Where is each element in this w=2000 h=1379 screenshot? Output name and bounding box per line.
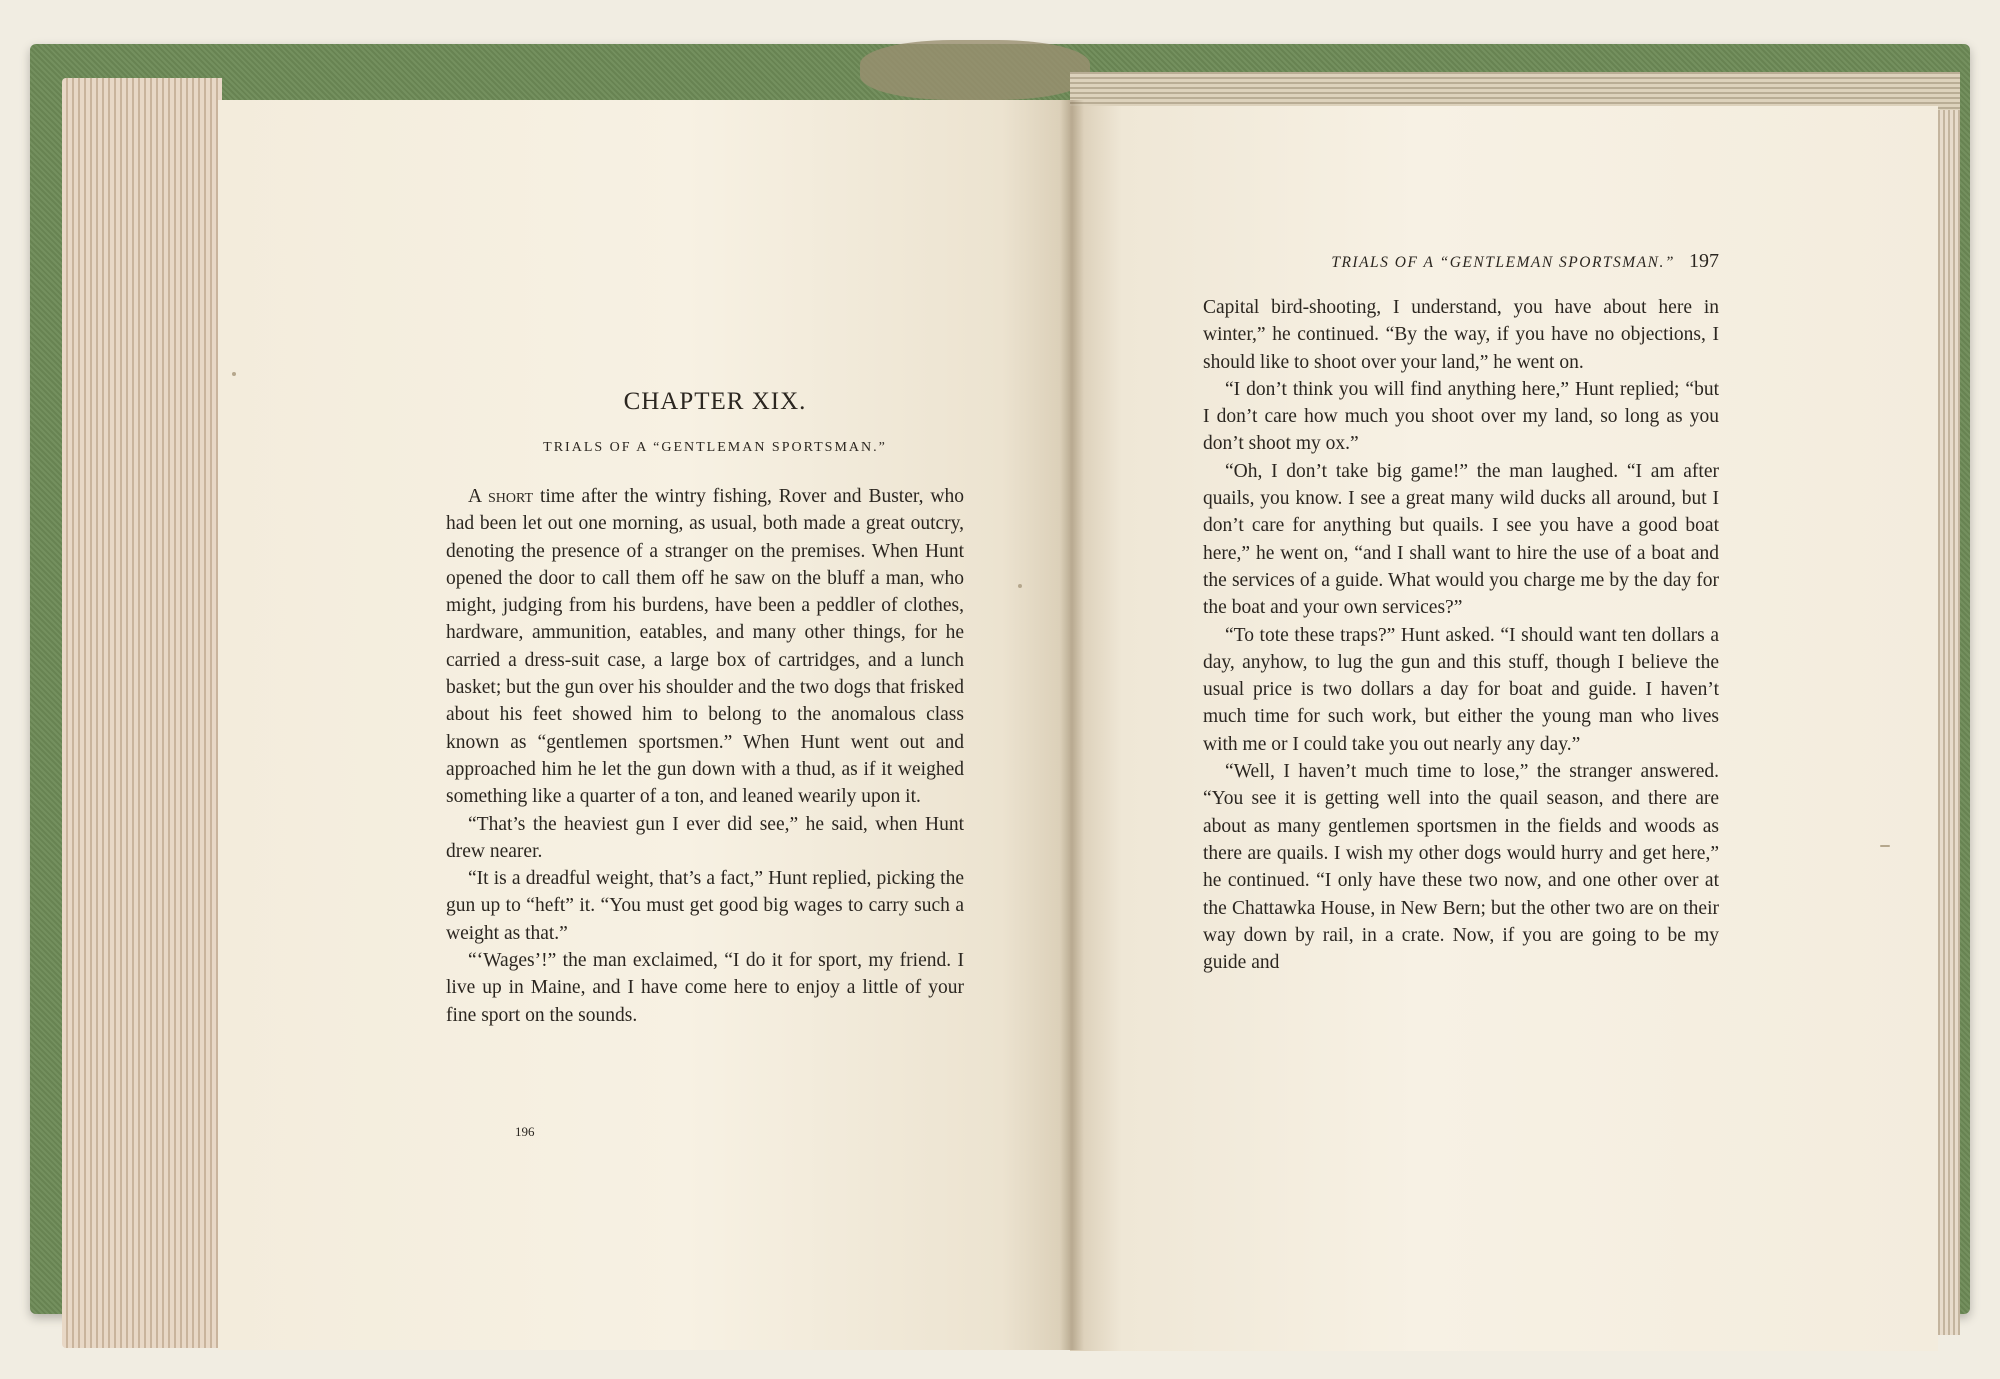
running-head [1203,250,1719,273]
paragraph: “Oh, I don’t take big game!” the man laughed. “I am after quails, you know. I see a great many wild ducks all around, but I don’t care for anything but quails. I see you have a good boat here,” he went on, “and I shall want to hire the use of a boat and the services of a guide. What would you charge me by the day for the boat and your own services?” [1203,460,1719,619]
torn-spine [860,40,1090,100]
paragraph: “Well, I haven’t much time to lose,” the stranger answered. “You see it is getting well into the quail season, and there are about as many gentlemen sportsmen in the fields and woods as there are quails. I wish my other dogs would hurry and get here,” he continued. “I only have these two now, and one other over at the Chattawka House, in New Bern; but the other two are on their way down by rail, in a crate. Now, if you are going to be my guide and [1203,761,1719,974]
paper-speck [1018,584,1022,588]
running-head-title: TRIALS OF A “GENTLEMAN SPORTSMAN.” [1331,254,1675,271]
opening-small-caps: A short [468,486,533,507]
paragraph: “I don’t think you will find anything here,” Hunt replied; “but I don’t care how much you shoot over my land, so long as you don’t shoot my ox.” [1203,378,1719,455]
right-page-body [1203,294,1719,976]
page-number: 196 [515,1124,535,1139]
paper-speck [232,372,236,376]
paragraph-text: time after the wintry fishing, Rover and Buster, who had been let out one morning, as usual, both made a great outcry, denoting the presence of a stranger on the premises. When Hunt opened the door to call them off he saw on the bluff a man, who might, judging from his burdens, have been a peddler of clothes, hardware, ammunition, eatables, and many other things, for he carried a dress-suit case, a large box of cartridges, and a lunch basket; but the gun over his shoulder and the two dogs that frisked about his feet showed him to belong to the anomalous class known as “gentlemen sportsmen.” When Hunt went out and approached him he let the gun down with a thud, as if it weighed something like a quarter of a ton, and leaned wearily upon it. [446,486,964,808]
page-number: 197 [1689,250,1719,272]
chapter-title: CHAPTER XIX. [623,388,807,415]
paragraph: “‘Wages’!” the man exclaimed, “I do it for sport, my friend. I live up in Maine, and I have come here to enjoy a little of your fine sport on the sounds. [446,950,964,1026]
paragraph [446,483,964,811]
paragraph: “It is a dreadful weight, that’s a fact,” Hunt replied, picking the gun up to “heft” it. “You must get good big wages to carry such a weight as that.” [446,868,964,944]
book-gutter [1060,100,1084,1350]
paper-speck [1880,845,1890,847]
paragraph: “To tote these traps?” Hunt asked. “I should want ten dollars a day, anyhow, to lug the gun and this stuff, though I believe the usual price is two dollars a day for boat and guide. I haven’t much time for such work, but either the young man who lives with me or I could take you out nearly any day.” [1203,624,1719,755]
left-page-body [446,483,964,1029]
chapter-subtitle: TRIALS OF A “GENTLEMAN SPORTSMAN.” [543,440,887,455]
paragraph: “That’s the heaviest gun I ever did see,” he said, when Hunt drew nearer. [446,813,964,862]
left-page-edges [62,78,222,1348]
paragraph: Capital bird-shooting, I understand, you have about here in winter,” he continued. “By the way, if you have no objections, I should like to shoot over your land,” he went on. [1203,297,1719,373]
